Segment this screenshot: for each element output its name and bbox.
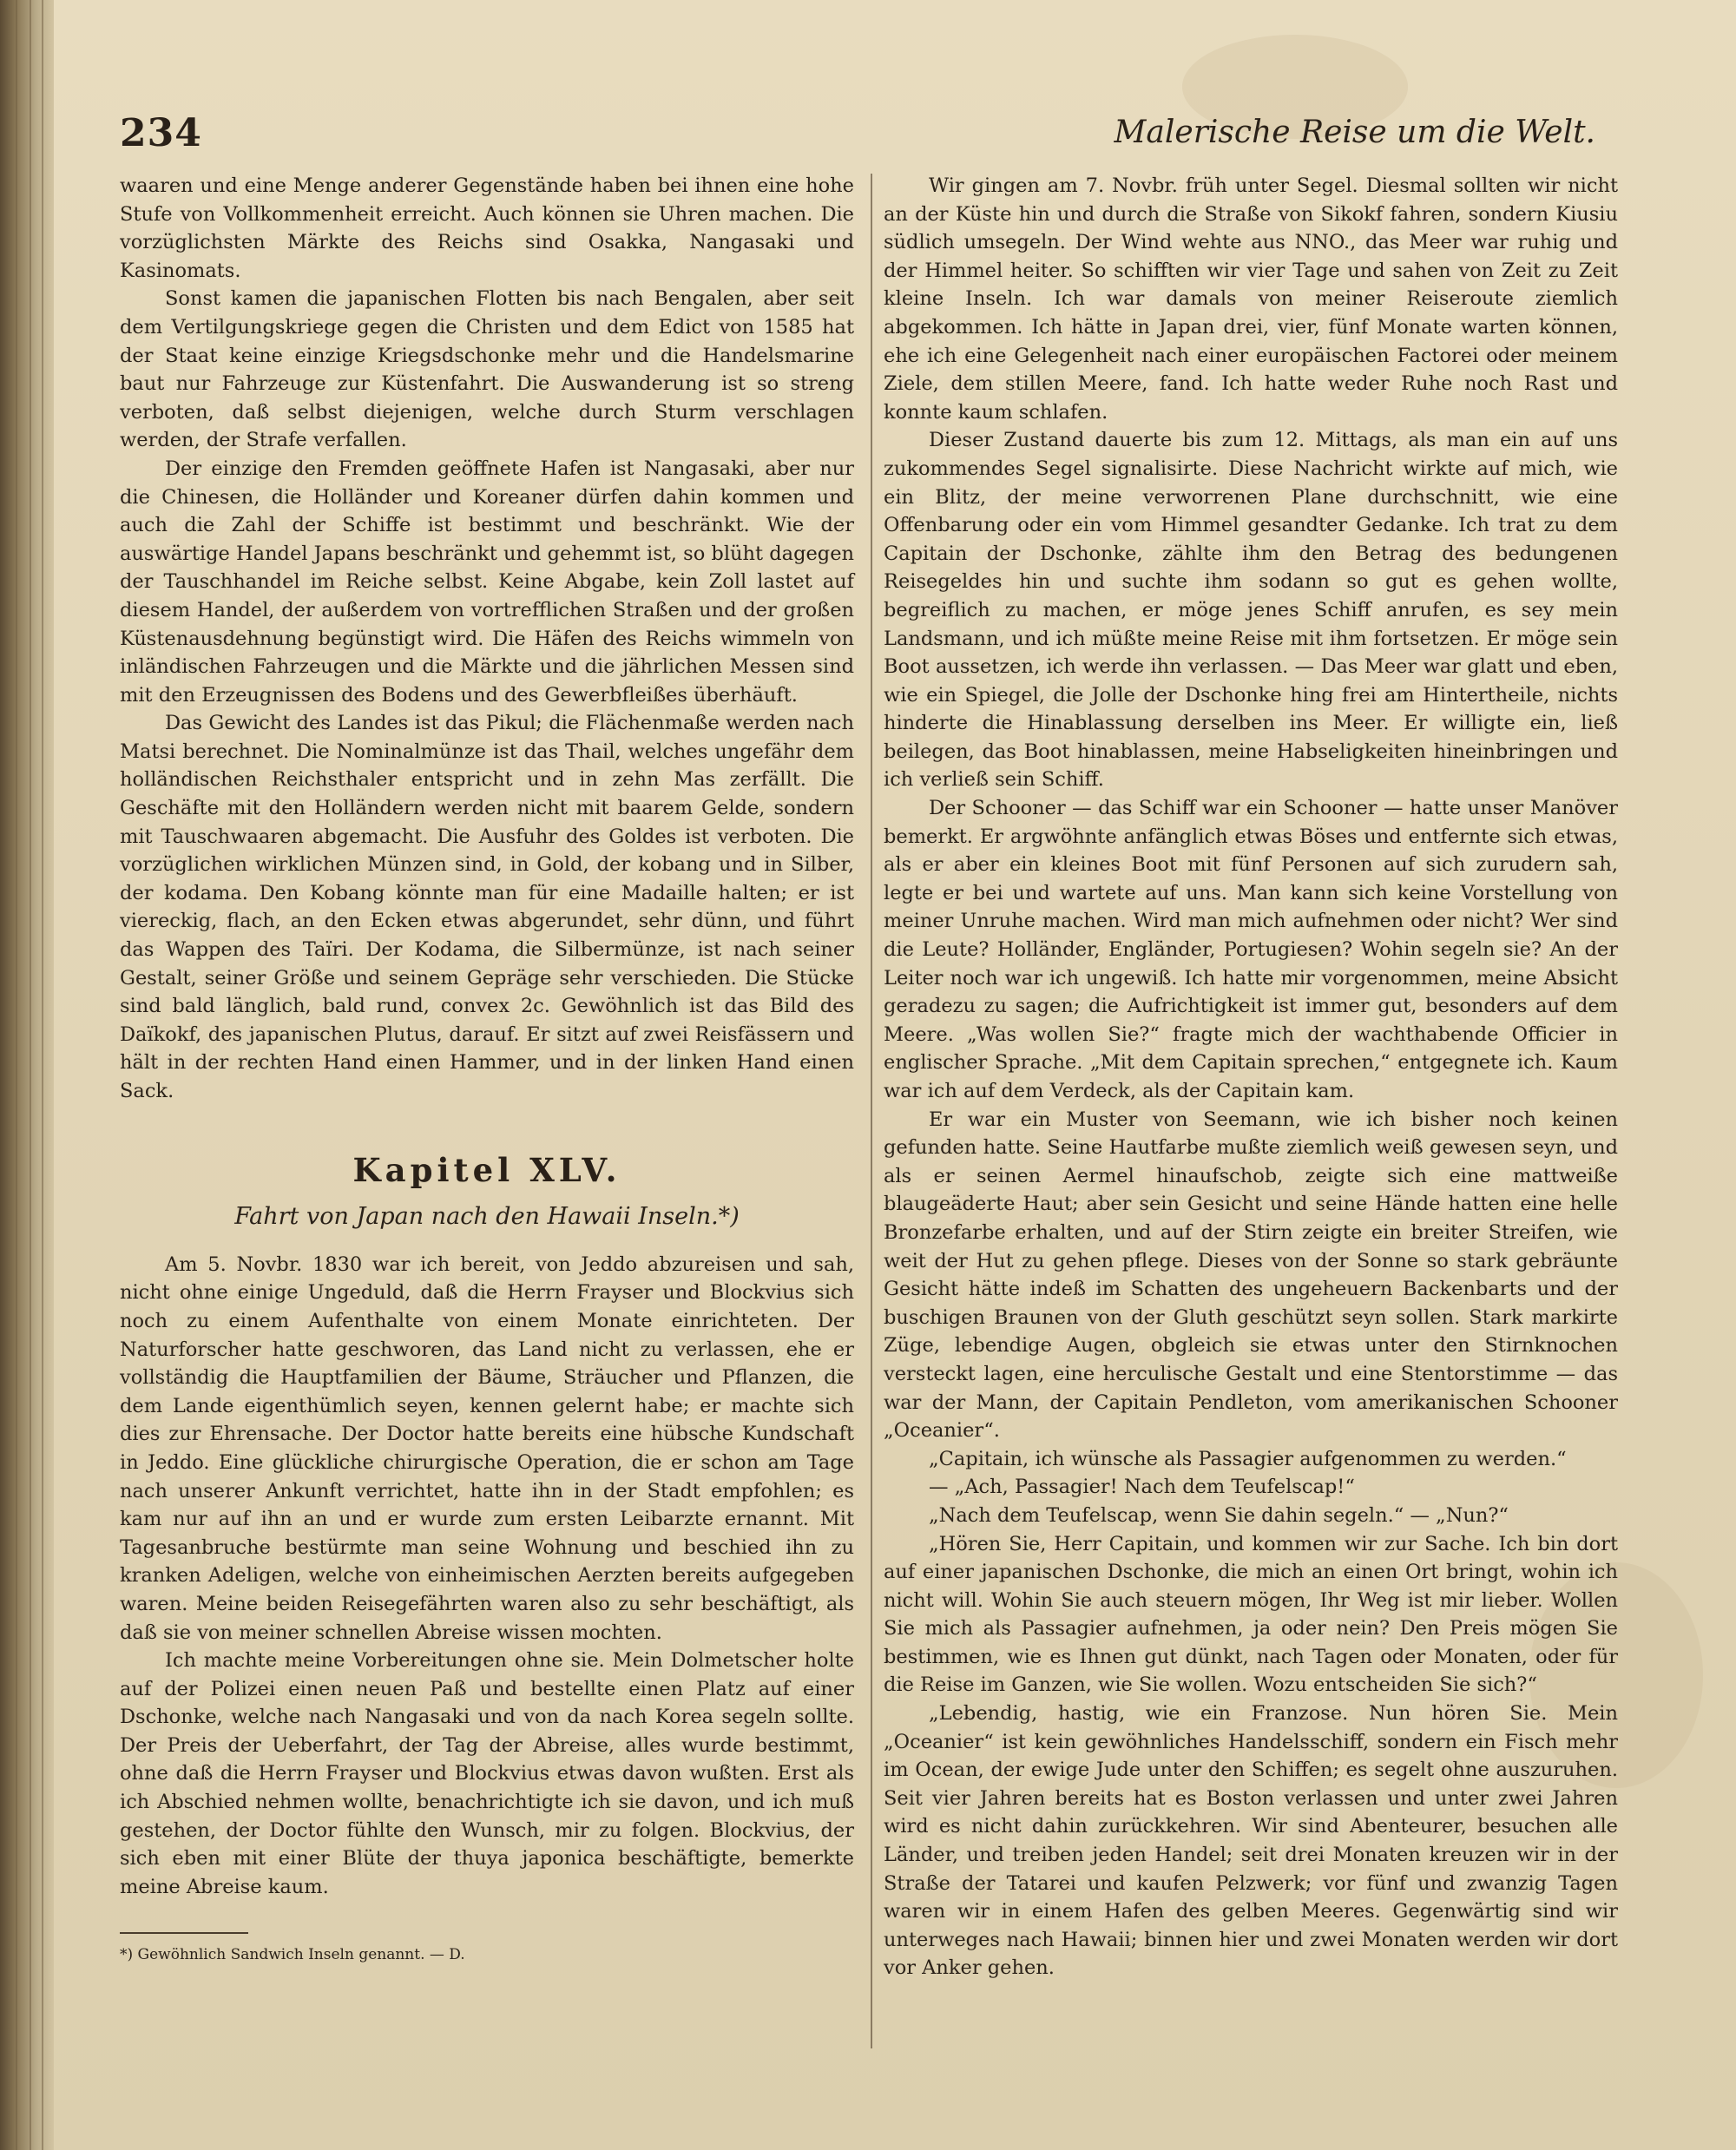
page-number: 234 [120,111,202,155]
chapter-title: Kapitel XLV. [352,1150,621,1189]
paragraph: Wir gingen am 7. Novbr. früh unter Segel. Diesmal sollten wir nicht an der Küste hin und durch die Straße von Sikokf fahren, sondern Kiusiu südlich umsegeln. Der Wind wehte aus NNO., das Meer war ruhig und der Himmel heiter. So schifften wir vier Tage und sahen von Zeit zu Zeit kleine Inseln. Ich war damals von meiner Reiseroute ziemlich abgekommen. Ich hätte in Japan drei, vier, fünf Monate warten können, ehe ich eine Gelegenheit nach einer europäischen Factorei oder meinem Ziele, dem stillen Meere, fand. Ich hatte weder Ruhe noch Rast und konnte kaum schlafen. [884,174,1618,424]
left-column [120,172,854,1965]
book-spine [0,0,54,2150]
dialogue-line: „Nach dem Teufelscap, wenn Sie dahin segeln.“ — „Nun?“ [929,1503,1509,1527]
column-divider [871,174,872,2048]
paragraph: Der Schooner — das Schiff war ein Schooner — hatte unser Manöver bemerkt. Er argwöhnte anfänglich etwas Böses und entfernte sich etwas, als er aber ein kleines Boot mit fünf Personen auf sich zurudern sah, legte er bei und wartete auf uns. Man kann sich keine Vorstellung von meiner Unruhe machen. Wird man mich aufnehmen oder nicht? Wer sind die Leute? Holländer, Engländer, Portugiesen? Wohin segeln sie? An der Leiter noch war ich ungewiß. Ich hatte mir vorgenommen, meine Absicht geradezu zu sagen; die Aufrichtigkeit ist immer gut, besonders auf dem Meere. „Was wollen Sie?“ fragte mich der wachthabende Officier in englischer Sprache. „Mit dem Capitain sprechen,“ entgegnete ich. Kaum war ich auf dem Verdeck, als der Capitain kam. [884,797,1618,1102]
paragraph: Der einzige den Fremden geöffnete Hafen ist Nangasaki, aber nur die Chinesen, die Holländer und Koreaner dürfen dahin kommen und auch die Zahl der Schiffe ist bestimmt und beschränkt. Wie der auswärtige Handel Japans beschränkt und gehemmt ist, so blüht dagegen der Tauschhandel im Reiche selbst. Keine Abgabe, kein Zoll lastet auf diesem Handel, der außerdem von vortrefflichen Straßen und der großen Küstenausdehnung begünstigt wird. Die Häfen des Reichs wimmeln von inländischen Fahrzeugen und die Märkte und die jährlichen Messen sind mit den Erzeugnissen des Bodens und des Gewerbfleißes überhäuft. [120,457,854,707]
paragraph: Das Gewicht des Landes ist das Pikul; die Flächenmaße werden nach Matsi berechnet. Die Nominalmünze ist das Thail, welches ungefähr dem holländischen Reichsthaler entspricht und in zehn Mas zerfällt. Die Geschäfte mit den Holländern werden nicht mit baarem Gelde, sondern mit Tauschwaaren abgemacht. Die Ausfuhr des Goldes ist verboten. Die vorzüglichen wirklichen Münzen sind, in Gold, der kobang und in Silber, der kodama. Den Kobang könnte man für eine Madaille halten; er ist viereckig, flach, an den Ecken etwas abgerundet, sehr dünn, und führt das Wappen des Taïri. Der Kodama, die Silbermünze, ist nach seiner Gestalt, seiner Größe und seinem Gepräge sehr verschieden. Die Stücke sind bald länglich, bald rund, convex 2c. Gewöhnlich ist das Bild des Daïkokf, des japanischen Plutus, darauf. Er sitzt auf zwei Reisfässern und hält in der rechten Hand einen Hammer, und in der linken Hand einen Sack. [120,712,854,1102]
spine-edge-line [16,0,17,2150]
running-title: Malerische Reise um die Welt. [1114,115,1595,150]
footnote: *) Gewöhnlich Sandwich Inseln genannt. — D. [120,1946,465,1964]
paragraph: Dieser Zustand dauerte bis zum 12. Mittags, als man ein auf uns zukommendes Segel signalisirte. Diese Nachricht wirkte auf mich, wie ein Blitz, der meine verworrenen Plane durchschnitt, wie eine Offenbarung oder ein vom Himmel gesandter Gedanke. Ich trat zu dem Capitain der Dschonke, zählte ihm den Betrag des bedungenen Reisegeldes hin und suchte ihm sodann so gut es gehen wollte, begreiflich zu machen, er möge jenes Schiff anrufen, es sey mein Landsmann, und ich müßte meine Reise mit ihm fortsetzen. Er möge sein Boot aussetzen, ich werde ihn verlassen. — Das Meer war glatt und eben, wie ein Spiegel, die Jolle der Dschonke hing frei am Hintertheile, nichts hinderte die Hinablassung derselben ins Meer. Er willigte ein, ließ beilegen, das Boot hinablassen, meine Habseligkeiten hineinbringen und ich verließ sein Schiff. [884,429,1618,792]
paragraph: waaren und eine Menge anderer Gegenstände haben bei ihnen eine hohe Stufe von Vollkommenheit erreicht. Auch können sie Uhren machen. Die vorzüglichsten Märkte des Reichs sind Osakka, Nangasaki und Kasinomats. [120,174,854,282]
footnote-rule [120,1932,248,1934]
dialogue-line: „Capitain, ich wünsche als Passagier aufgenommen zu werden.“ [929,1447,1567,1470]
paragraph: Ich machte meine Vorbereitungen ohne sie. Mein Dolmetscher holte auf der Polizei einen neuen Paß und bestellte einen Platz auf einer Dschonke, welche nach Nangasaki und von da nach Korea segeln sollte. Der Preis der Ueberfahrt, der Tag der Abreise, alles wurde bestimmt, ohne daß die Herrn Frayser und Blockvius etwas davon wußten. Erst als ich Abschied nehmen wollte, benachrichtigte ich sie davon, und ich muß gestehen, der Doctor fühlte den Wunsch, mir zu folgen. Blockvius, der sich eben mit einer Blüte der thuya japonica beschäftigte, bemerkte meine Abreise kaum. [120,1649,854,1898]
paragraph: Sonst kamen die japanischen Flotten bis nach Bengalen, aber seit dem Vertilgungskriege gegen die Christen und dem Edict von 1585 hat der Staat keine einzige Kriegsdschonke mehr und die Handelsmarine baut nur Fahrzeuge zur Küstenfahrt. Die Auswanderung ist so streng verboten, daß selbst diejenigen, welche durch Sturm verschlagen werden, der Strafe verfallen. [120,287,854,452]
paragraph: Am 5. Novbr. 1830 war ich bereit, von Jeddo abzureisen und sah, nicht ohne einige Ungeduld, daß die Herrn Frayser und Blockvius sich noch zu einem Aufenthalte von einem Monate einrichteten. Der Naturforscher hatte geschworen, das Land nicht zu verlassen, ehe er vollständig die Hauptfamilien der Bäume, Sträucher und Pflanzen, die dem Lande eigenthümlich seyen, kennen gelernt habe; er machte sich dies zur Ehrensache. Der Doctor hatte bereits eine hübsche Kundschaft in Jeddo. Eine glückliche chirurgische Operation, die er schon am Tage nach unserer Ankunft verrichtet, hatte ihn in der Stadt empfohlen; es kam nur auf ihn an und er wurde zum ersten Leibarzte ernannt. Mit Tagesanbruche bestürmte man seine Wohnung und beschied ihn zu kranken Adeligen, welche von einheimischen Aerzten bereits aufgegeben waren. Meine beiden Reisegefährten waren also zu sehr beschäftigt, als daß sie von meiner schnellen Abreise wissen mochten. [120,1253,854,1644]
page-header [120,111,1595,163]
dialogue-line: — „Ach, Passagier! Nach dem Teufelscap!“ [929,1476,1355,1499]
paragraph: „Hören Sie, Herr Capitain, und kommen wir zur Sache. Ich bin dort auf einer japanischen Dschonke, die mich an einen Ort bringt, wohin ich nicht will. Wohin Sie auch steuern mögen, Ihr Weg ist mir lieber. Wollen Sie mich als Passagier aufnehmen, ja oder nein? Den Preis mögen Sie bestimmen, wie es Ihnen gut dünkt, nach Tagen oder Monaten, oder für die Reise im Ganzen, wie Sie wollen. Wozu entscheiden Sie sich?“ [884,1532,1618,1697]
spine-edge-line [30,0,31,2150]
paragraph: Er war ein Muster von Seemann, wie ich bisher noch keinen gefunden hatte. Seine Hautfarbe mußte ziemlich weiß gewesen seyn, und als er seinen Aermel hinaufschob, zeigte sich eine mattweiße blaugeäderte Haut; aber sein Gesicht und seine Hände hatten eine helle Bronzefarbe erhalten, und auf der Stirn zeigte ein breiter Streifen, wie weit der Hut zu gehen pflege. Dieses von der Sonne so stark gebräunte Gesicht hätte indeß im Schatten des ungeheuern Backenbarts und der buschigen Braunen von der Gluth geschützt seyn sollen. Stark markirte Züge, lebendige Augen, obgleich sie etwas unter den Stirnknochen versteckt lagen, eine herculische Gestalt und eine Stentorstimme — das war der Mann, der Capitain Pendleton, vom amerikanischen Schooner „Oceanier“. [884,1108,1618,1443]
paragraph: „Lebendig, hastig, wie ein Franzose. Nun hören Sie. Mein „Oceanier“ ist kein gewöhnliches Handelsschiff, sondern ein Fisch mehr im Ocean, der ewige Jude unter den Schiffen; es segelt ohne auszuruhen. Seit vier Jahren bereits hat es Boston verlassen und unter zwei Jahren wird es nicht dahin zurückkehren. Wir sind Abenteurer, besuchen alle Länder, und treiben jeden Handel; seit drei Monaten kreuzen wir in der Straße der Tatarei und kaufen Pelzwerk; vor fünf und zwanzig Tagen waren wir in einem Hafen des gelben Meeres. Gegenwärtig sind wir unterweges nach Hawaii; binnen hier und zwei Monaten werden wir dort vor Anker gehen. [884,1702,1618,1980]
spine-edge-line [42,0,43,2150]
right-column [884,172,1618,1982]
chapter-subtitle: Fahrt von Japan nach den Hawaii Inseln.*) [234,1203,740,1231]
